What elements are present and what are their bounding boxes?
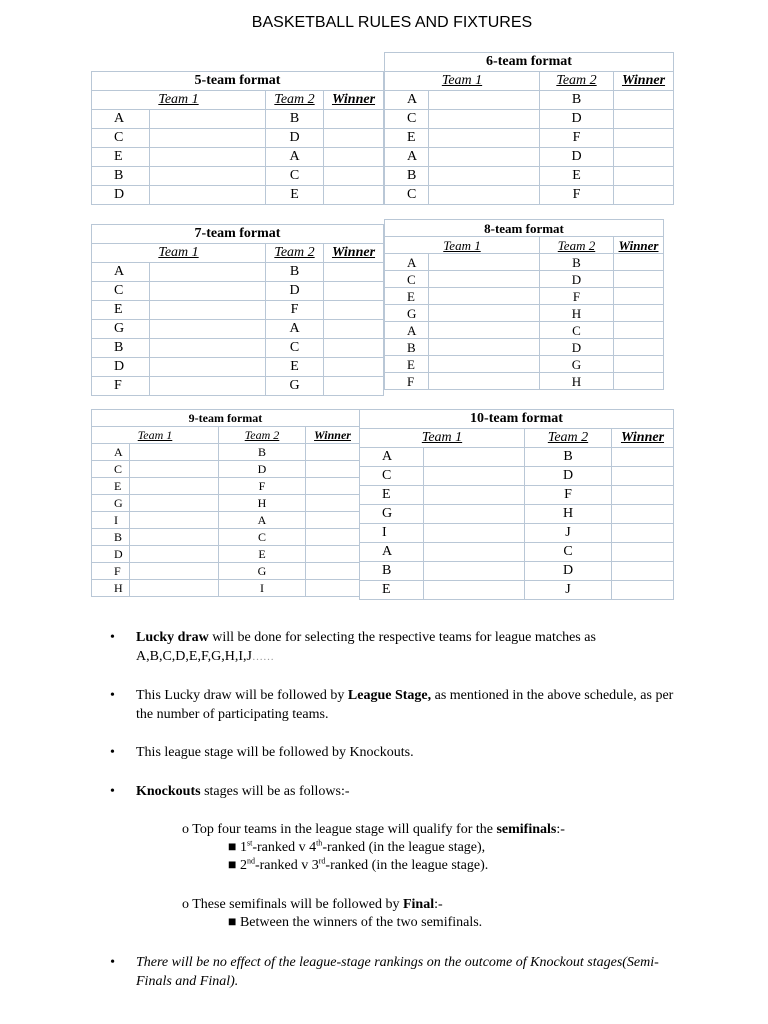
fixture-row xyxy=(92,563,360,580)
winner-cell xyxy=(612,581,674,600)
winner-cell xyxy=(324,167,384,186)
team2-header: Team 2 xyxy=(525,429,612,448)
rank-suffix: th xyxy=(316,838,323,848)
spacer-cell xyxy=(150,263,266,282)
square-bullet-icon: ■ xyxy=(228,840,237,855)
team1-header: Team 1 xyxy=(385,237,540,254)
team1-cell: F xyxy=(92,563,130,580)
bullet-icon: • xyxy=(110,784,115,799)
winner-header: Winner xyxy=(614,72,674,91)
winner-cell xyxy=(614,167,674,186)
winner-cell xyxy=(306,495,360,512)
winner-cell xyxy=(306,580,360,597)
team2-cell: C xyxy=(266,339,324,358)
team2-cell: H xyxy=(540,305,614,322)
team2-cell: H xyxy=(540,373,614,390)
team1-cell: A xyxy=(385,91,429,110)
team1-cell: G xyxy=(92,495,130,512)
team1-cell: H xyxy=(92,580,130,597)
rules-list xyxy=(108,628,688,991)
fixture-row xyxy=(92,320,384,339)
team1-cell: C xyxy=(92,282,150,301)
winner-cell xyxy=(612,448,674,467)
rule-text: -ranked v 4 xyxy=(252,840,317,855)
winner-cell xyxy=(614,148,674,167)
circle-bullet-icon: o xyxy=(182,897,189,912)
fixture-row xyxy=(92,148,384,167)
winner-cell xyxy=(324,110,384,129)
team1-header: Team 1 xyxy=(92,244,266,263)
team2-cell: B xyxy=(540,254,614,271)
team1-cell: G xyxy=(360,505,424,524)
team2-cell: C xyxy=(525,543,612,562)
winner-cell xyxy=(612,543,674,562)
rule-text: stages will be as follows:- xyxy=(200,784,350,799)
team2-cell: E xyxy=(540,167,614,186)
fixture-row xyxy=(92,263,384,282)
spacer-cell xyxy=(130,444,219,461)
team2-cell: B xyxy=(219,444,306,461)
spacer-cell xyxy=(150,320,266,339)
winner-cell xyxy=(614,110,674,129)
team1-cell: A xyxy=(92,110,150,129)
rank-suffix: st xyxy=(246,838,253,848)
team2-header: Team 2 xyxy=(266,244,324,263)
fixture-row xyxy=(360,543,674,562)
team1-header: Team 1 xyxy=(92,427,219,444)
winner-cell xyxy=(614,305,664,322)
spacer-cell xyxy=(424,543,525,562)
spacer-cell xyxy=(429,186,540,205)
team1-cell: C xyxy=(92,129,150,148)
rank-number: 2 xyxy=(239,858,247,873)
spacer-cell xyxy=(424,524,525,543)
winner-cell xyxy=(614,322,664,339)
team2-cell: F xyxy=(540,129,614,148)
rule-bold-text: Final xyxy=(402,897,435,912)
ellipsis: …… xyxy=(251,651,274,663)
team1-cell: G xyxy=(92,320,150,339)
team1-cell: C xyxy=(92,461,130,478)
spacer-cell xyxy=(429,373,540,390)
spacer-cell xyxy=(130,529,219,546)
winner-cell xyxy=(324,129,384,148)
bullet-icon: • xyxy=(110,745,115,760)
winner-cell xyxy=(614,91,674,110)
winner-header: Winner xyxy=(324,91,384,110)
team1-cell: F xyxy=(385,373,429,390)
table-title: 7-team format xyxy=(92,225,384,244)
spacer-cell xyxy=(150,358,266,377)
fixture-row xyxy=(92,358,384,377)
fixture-row xyxy=(360,486,674,505)
spacer-cell xyxy=(429,148,540,167)
team2-cell: G xyxy=(266,377,324,396)
team2-cell: J xyxy=(525,524,612,543)
spacer-cell xyxy=(429,322,540,339)
spacer-cell xyxy=(150,167,266,186)
team2-cell: B xyxy=(266,110,324,129)
team1-cell: B xyxy=(385,339,429,356)
team1-cell: B xyxy=(92,529,130,546)
rule-text: :- xyxy=(434,897,443,912)
winner-cell xyxy=(324,377,384,396)
team2-header: Team 2 xyxy=(540,72,614,91)
team2-cell: C xyxy=(266,167,324,186)
spacer-cell xyxy=(150,148,266,167)
fixture-table-8-team xyxy=(384,219,664,390)
team1-cell: E xyxy=(92,148,150,167)
page-title: BASKETBALL RULES AND FIXTURES xyxy=(251,14,533,31)
spacer-cell xyxy=(424,505,525,524)
team2-cell: D xyxy=(540,110,614,129)
spacer-cell xyxy=(429,339,540,356)
team2-cell: F xyxy=(540,186,614,205)
team2-cell: B xyxy=(525,448,612,467)
rank-suffix: nd xyxy=(246,856,255,866)
fixture-row xyxy=(92,546,360,563)
rule-bold-text: League Stage, xyxy=(347,688,432,703)
rule-text: This league stage will be followed by Knockouts. xyxy=(136,745,414,760)
team1-cell: C xyxy=(385,271,429,288)
table-title: 5-team format xyxy=(92,72,384,91)
team2-cell: B xyxy=(266,263,324,282)
fixture-row xyxy=(92,339,384,358)
team1-cell: E xyxy=(92,478,130,495)
team2-cell: G xyxy=(540,356,614,373)
winner-cell xyxy=(324,186,384,205)
team1-cell: I xyxy=(360,524,424,543)
winner-header: Winner xyxy=(306,427,360,444)
rule-text: -ranked v 3 xyxy=(254,858,319,873)
spacer-cell xyxy=(429,356,540,373)
spacer-cell xyxy=(150,186,266,205)
team1-cell: D xyxy=(92,186,150,205)
fixture-table-9-team xyxy=(91,409,360,597)
team2-cell: J xyxy=(525,581,612,600)
team1-cell: D xyxy=(92,358,150,377)
fixture-row xyxy=(385,356,664,373)
rule-text: -ranked (in the league stage), xyxy=(322,840,486,855)
team1-cell: C xyxy=(385,186,429,205)
spacer-cell xyxy=(150,301,266,320)
spacer-cell xyxy=(429,254,540,271)
table-title: 6-team format xyxy=(385,53,674,72)
fixture-row xyxy=(360,524,674,543)
square-bullet-icon: ■ xyxy=(228,858,237,873)
fixture-row xyxy=(92,580,360,597)
winner-cell xyxy=(614,288,664,305)
rule-text: -ranked (in the league stage). xyxy=(325,858,489,873)
fixture-row xyxy=(385,129,674,148)
fixture-row xyxy=(360,581,674,600)
fixture-row xyxy=(92,301,384,320)
winner-cell xyxy=(324,339,384,358)
team2-header: Team 2 xyxy=(219,427,306,444)
team2-cell: F xyxy=(266,301,324,320)
team2-cell: D xyxy=(540,271,614,288)
team2-header: Team 2 xyxy=(266,91,324,110)
winner-cell xyxy=(614,129,674,148)
fixture-row xyxy=(92,444,360,461)
team2-cell: I xyxy=(219,580,306,597)
rule-text: :- xyxy=(556,822,565,837)
fixture-row xyxy=(92,282,384,301)
rule-knockouts-follow xyxy=(108,743,688,762)
spacer-cell xyxy=(130,461,219,478)
rule-bold-text: Knockouts xyxy=(136,784,201,799)
winner-cell xyxy=(614,271,664,288)
fixture-row xyxy=(360,448,674,467)
spacer-cell xyxy=(429,288,540,305)
winner-cell xyxy=(306,461,360,478)
spacer-cell xyxy=(424,486,525,505)
spacer-cell xyxy=(130,563,219,580)
winner-header: Winner xyxy=(324,244,384,263)
team1-cell: A xyxy=(385,254,429,271)
team1-cell: C xyxy=(385,110,429,129)
winner-cell xyxy=(614,373,664,390)
fixture-row xyxy=(92,512,360,529)
team2-cell: D xyxy=(525,467,612,486)
team1-cell: A xyxy=(385,148,429,167)
winner-header: Winner xyxy=(614,237,664,254)
team2-cell: D xyxy=(266,282,324,301)
winner-cell xyxy=(306,478,360,495)
rule-text: There will be no effect of the league-stage rankings on the outcome of Knockout stages(Semi-Finals and Final). xyxy=(136,955,659,989)
team1-header: Team 1 xyxy=(360,429,525,448)
fixture-row xyxy=(92,461,360,478)
fixture-row xyxy=(385,254,664,271)
fixture-row xyxy=(385,271,664,288)
spacer-cell xyxy=(130,512,219,529)
team2-cell: G xyxy=(219,563,306,580)
table-title: 8-team format xyxy=(385,220,664,237)
rank-suffix: rd xyxy=(318,856,326,866)
semifinal-pairing-2 xyxy=(203,857,688,875)
winner-cell xyxy=(612,524,674,543)
spacer-cell xyxy=(150,282,266,301)
team1-cell: B xyxy=(92,339,150,358)
winner-cell xyxy=(306,512,360,529)
fixture-table-6-team xyxy=(384,52,674,205)
team1-cell: E xyxy=(385,129,429,148)
team2-cell: C xyxy=(540,322,614,339)
winner-cell xyxy=(324,320,384,339)
team2-cell: E xyxy=(266,186,324,205)
spacer-cell xyxy=(424,562,525,581)
rule-text: will be done for selecting the respective teams for league matches as A,B,C,D,E,F,G,H,I,J xyxy=(136,630,596,664)
fixture-row xyxy=(360,467,674,486)
fixture-row xyxy=(385,91,674,110)
fixture-row xyxy=(92,495,360,512)
rule-bold-text: semifinals xyxy=(496,822,557,837)
spacer-cell xyxy=(429,167,540,186)
team1-cell: I xyxy=(92,512,130,529)
team2-cell: H xyxy=(219,495,306,512)
fixture-table-5-team xyxy=(91,71,384,205)
spacer-cell xyxy=(130,546,219,563)
spacer-cell xyxy=(130,580,219,597)
semifinal-pairing-1 xyxy=(203,839,688,857)
team2-cell: F xyxy=(525,486,612,505)
fixture-row xyxy=(92,529,360,546)
square-bullet-icon: ■ xyxy=(228,915,237,930)
winner-cell xyxy=(614,339,664,356)
team1-cell: E xyxy=(360,581,424,600)
rule-no-effect-note xyxy=(108,953,688,991)
team2-cell: D xyxy=(540,148,614,167)
fixture-table-7-team xyxy=(91,224,384,396)
spacer-cell xyxy=(429,271,540,288)
rule-text: Top four teams in the league stage will qualify for the xyxy=(192,822,497,837)
winner-cell xyxy=(612,505,674,524)
spacer-cell xyxy=(429,305,540,322)
rule-text: Between the winners of the two semifinals. xyxy=(239,915,483,930)
winner-cell xyxy=(324,282,384,301)
bullet-icon: • xyxy=(110,955,115,970)
spacer-cell xyxy=(150,110,266,129)
team2-cell: C xyxy=(219,529,306,546)
spacer-cell xyxy=(130,495,219,512)
team1-cell: G xyxy=(385,305,429,322)
team1-cell: A xyxy=(360,448,424,467)
spacer-cell xyxy=(130,478,219,495)
bullet-icon: • xyxy=(110,688,115,703)
sub-rule-final xyxy=(158,895,688,914)
rule-knockout-stages xyxy=(108,782,688,801)
fixture-row xyxy=(92,186,384,205)
team1-cell: B xyxy=(92,167,150,186)
winner-cell xyxy=(614,254,664,271)
winner-cell xyxy=(614,356,664,373)
spacer-cell xyxy=(429,91,540,110)
spacer-cell xyxy=(424,467,525,486)
fixture-row xyxy=(385,305,664,322)
winner-cell xyxy=(324,358,384,377)
team2-cell: F xyxy=(219,478,306,495)
rule-text: This Lucky draw will be followed by xyxy=(136,688,348,703)
winner-cell xyxy=(324,301,384,320)
team2-cell: D xyxy=(266,129,324,148)
winner-cell xyxy=(612,562,674,581)
winner-cell xyxy=(612,467,674,486)
sub-rule-semifinals xyxy=(158,820,688,839)
rule-league-stage xyxy=(108,686,688,724)
fixture-row xyxy=(92,110,384,129)
rule-text: These semifinals will be followed by xyxy=(192,897,403,912)
team1-cell: E xyxy=(385,356,429,373)
team2-cell: B xyxy=(540,91,614,110)
winner-cell xyxy=(306,546,360,563)
table-title: 9-team format xyxy=(92,410,360,427)
team1-cell: B xyxy=(385,167,429,186)
rank-number: 1 xyxy=(239,840,247,855)
fixture-row xyxy=(385,148,674,167)
fixture-row xyxy=(385,339,664,356)
team2-cell: D xyxy=(540,339,614,356)
team2-cell: D xyxy=(525,562,612,581)
rule-bold-text: Lucky draw xyxy=(136,630,209,645)
winner-header: Winner xyxy=(612,429,674,448)
fixture-row xyxy=(92,129,384,148)
fixture-row xyxy=(385,322,664,339)
bullet-icon: • xyxy=(110,630,115,645)
team2-cell: A xyxy=(266,320,324,339)
fixture-row xyxy=(92,167,384,186)
winner-cell xyxy=(614,186,674,205)
fixture-row xyxy=(360,505,674,524)
winner-cell xyxy=(324,148,384,167)
winner-cell xyxy=(324,263,384,282)
fixture-row xyxy=(385,167,674,186)
team1-cell: D xyxy=(92,546,130,563)
circle-bullet-icon: o xyxy=(182,822,189,837)
team2-cell: F xyxy=(540,288,614,305)
spacer-cell xyxy=(429,129,540,148)
team2-cell: A xyxy=(266,148,324,167)
team1-cell: A xyxy=(360,543,424,562)
fixture-row xyxy=(360,562,674,581)
winner-cell xyxy=(612,486,674,505)
final-description xyxy=(203,914,688,932)
team1-header: Team 1 xyxy=(385,72,540,91)
fixture-row xyxy=(92,478,360,495)
team1-cell: E xyxy=(385,288,429,305)
team1-cell: A xyxy=(92,444,130,461)
team1-cell: E xyxy=(92,301,150,320)
spacer-cell xyxy=(424,581,525,600)
fixture-row xyxy=(92,377,384,396)
winner-cell xyxy=(306,563,360,580)
table-title: 10-team format xyxy=(360,410,674,429)
team1-cell: B xyxy=(360,562,424,581)
team1-cell: A xyxy=(92,263,150,282)
fixture-table-10-team xyxy=(359,409,674,600)
team2-cell: E xyxy=(219,546,306,563)
winner-cell xyxy=(306,529,360,546)
team1-cell: C xyxy=(360,467,424,486)
team1-header: Team 1 xyxy=(92,91,266,110)
team2-cell: H xyxy=(525,505,612,524)
spacer-cell xyxy=(150,339,266,358)
fixture-row xyxy=(385,373,664,390)
rule-lucky-draw xyxy=(108,628,688,667)
spacer-cell xyxy=(150,377,266,396)
team2-cell: E xyxy=(266,358,324,377)
team1-cell: F xyxy=(92,377,150,396)
spacer-cell xyxy=(150,129,266,148)
team1-cell: A xyxy=(385,322,429,339)
team2-cell: D xyxy=(219,461,306,478)
spacer-cell xyxy=(424,448,525,467)
team2-cell: A xyxy=(219,512,306,529)
team1-cell: E xyxy=(360,486,424,505)
rule-text: as mentioned in the above schedule, as per the number of participating teams. xyxy=(136,688,674,722)
spacer-cell xyxy=(429,110,540,129)
team2-header: Team 2 xyxy=(540,237,614,254)
fixture-row xyxy=(385,110,674,129)
winner-cell xyxy=(306,444,360,461)
fixture-row xyxy=(385,186,674,205)
fixture-row xyxy=(385,288,664,305)
